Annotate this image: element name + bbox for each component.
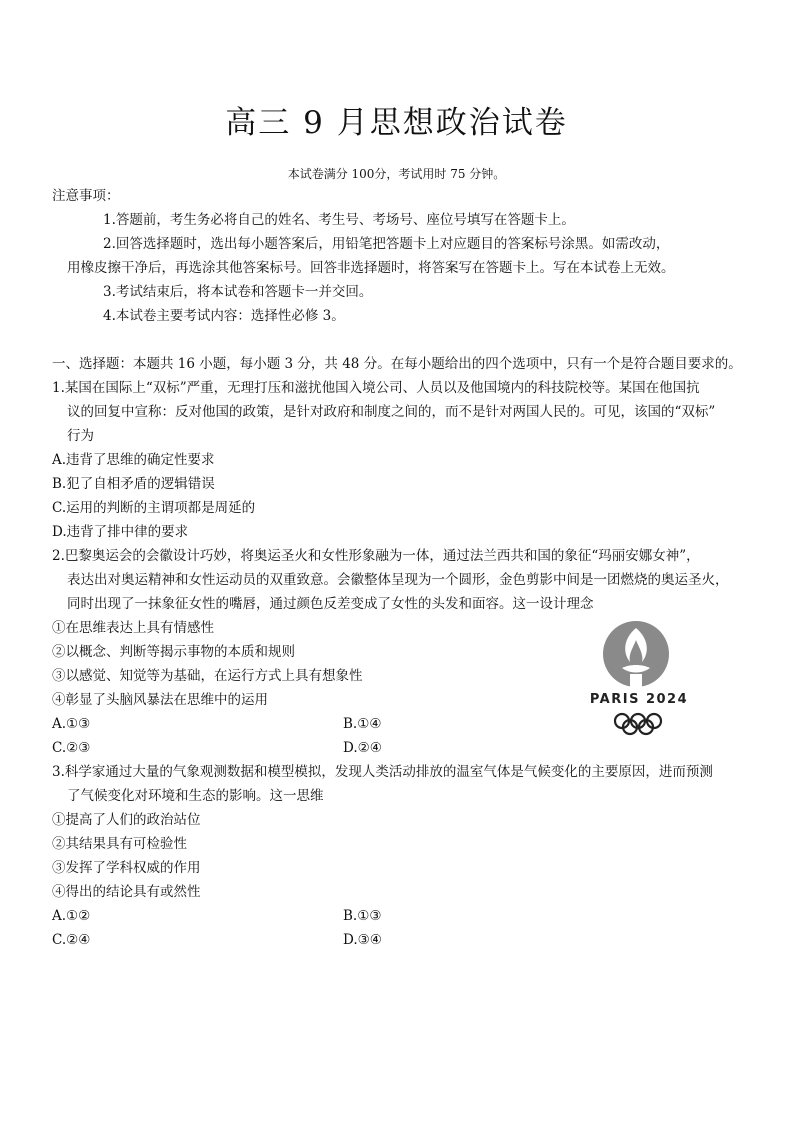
q2-item: ②以概念、判断等揭示事物的本质和规则 [52,644,295,660]
q3-stem: 了气候变化对环境和生态的影响。这一思维 [67,788,324,804]
notice-item: 1.答题前，考生务必将自己的姓名、考生号、考场号、座位号填写在答题卡上。 [103,212,575,228]
q2-stem: 表达出对奥运精神和女性运动员的双重致意。会徽整体呈现为一个圆形，金色剪影中间是一团燃烧的奥运圣火， [67,572,729,588]
q1-option-c: C.运用的判断的主谓项都是周延的 [52,500,256,516]
q2-stem: 2.巴黎奥运会的会徽设计巧妙，将奥运圣火和女性形象融为一体，通过法兰西共和国的象征“玛丽安娜女神”， [52,548,700,564]
q2-item: ③以感觉、知觉等为基础，在运行方式上具有想象性 [52,668,363,684]
q3-option-c: C.②④ [52,932,91,948]
q2-stem: 同时出现了一抹象征女性的嘴唇，通过颜色反差变成了女性的头发和面容。这一设计理念 [67,596,594,612]
q3-item: ④得出的结论具有或然性 [52,884,201,900]
paris-2024-emblem [584,616,708,740]
q2-item: ①在思维表达上具有情感性 [52,620,214,636]
q1-stem: 议的回复中宣称：反对他国的政策，是针对政府和制度之间的，而不是针对两国人民的。可见，该国的“双标” [67,404,716,420]
q3-option-b: B.①③ [343,908,382,924]
notice-item: 3.考试结束后，将本试卷和答题卡一并交回。 [103,284,373,300]
section-heading: 一、选择题：本题共 16 小题，每小题 3 分，共 48 分。在每小题给出的四个选项中，只有一个是符合题目要求的。 [52,356,742,372]
q2-option-a: A.①③ [52,716,91,732]
paris-2024-wordmark: PARIS 2024 [589,692,689,707]
notice-item: 4.本试卷主要考试内容：选择性必修 3。 [103,308,345,324]
q1-stem: 行为 [67,428,94,444]
q3-option-d: D.③④ [343,932,382,948]
notice-item: 用橡皮擦干净后，再选涂其他答案标号。回答非选择题时，将答案写在答题卡上。写在本试卷上无效。 [67,260,675,276]
q3-option-a: A.①② [52,908,91,924]
paris-2024-logo-icon [584,616,708,740]
notice-heading: 注意事项： [52,188,120,204]
exam-subtitle: 本试卷满分 100分，考试用时 75 分钟。 [287,167,506,181]
q2-option-d: D.②④ [343,740,382,756]
q3-item: ③发挥了学科权威的作用 [52,860,201,876]
q3-item: ②其结果具有可检验性 [52,836,187,852]
q2-item: ④彰显了头脑风暴法在思维中的运用 [52,692,268,708]
notice-item: 2.回答选择题时，选出每小题答案后，用铅笔把答题卡上对应题目的答案标号涂黑。如需改动， [103,236,670,252]
q1-stem: 1.某国在国际上“双标”严重，无理打压和滋扰他国入境公司、人员以及他国境内的科技院校等。某国在他国抗 [52,380,700,396]
q2-option-b: B.①④ [343,716,382,732]
q1-option-a: A.违背了思维的确定性要求 [52,452,215,468]
q3-item: ①提高了人们的政治站位 [52,812,201,828]
exam-title: 高三 9 月思想政治试卷 [225,104,568,141]
q3-stem: 3.科学家通过大量的气象观测数据和模型模拟，发现人类活动排放的温室气体是气候变化的主要原因，进而预测 [52,764,713,780]
q2-option-c: C.②③ [52,740,91,756]
q1-option-b: B.犯了自相矛盾的逻辑错误 [52,476,215,492]
q1-option-d: D.违背了排中律的要求 [52,524,189,540]
